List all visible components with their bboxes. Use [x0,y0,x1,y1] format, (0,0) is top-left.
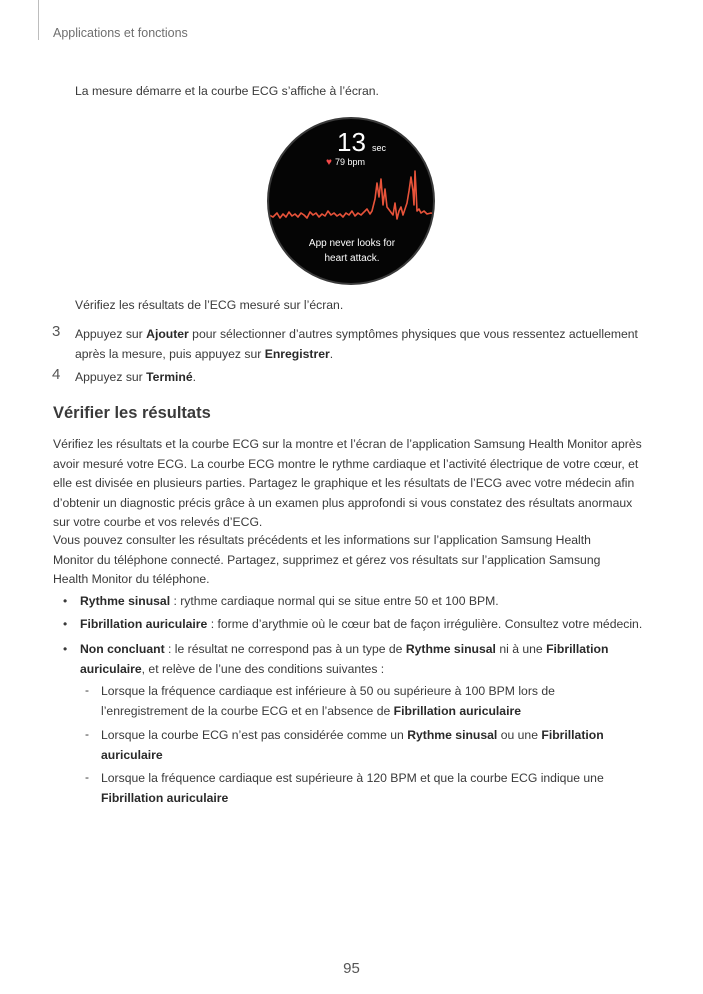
intro-text: La mesure démarre et la courbe ECG s’affiche à l’écran. [75,84,379,98]
subitem-3: Lorsque la fréquence cardiaque est supérieure à 120 BPM et que la courbe ECG indique une Fibrillation auriculaire [101,771,604,805]
disclaimer-line-1: App never looks for [308,238,396,249]
heart-rate-readout [326,157,365,168]
disclaimer-line-2: heart attack. [324,253,380,264]
page-number: 95 [343,960,360,977]
step-3-line-1: Appuyez sur Ajouter pour sélectionner d’autres symptômes physiques que vous ressentez actuellement [75,327,638,341]
step-3-text [75,325,675,364]
section-title: Vérifier les résultats [53,404,211,422]
step-number-4: 4 [52,366,61,383]
dash-marker: - [85,683,89,697]
watch-screen [267,117,435,285]
done-label: Terminé [146,370,193,384]
step-4-text: Appuyez sur Terminé. [75,370,197,384]
section-header: Applications et fonctions [53,26,188,40]
save-label: Enregistrer [264,346,330,361]
bullet-marker: • [63,642,68,656]
heart-icon: ♥ [326,157,332,168]
timer-unit: sec [372,143,387,153]
subitem-2: Lorsque la courbe ECG n’est pas considérée comme un Rythme sinusal ou une Fibrillation auriculaire [101,728,604,762]
timer-value: 13 [337,127,366,157]
dash-marker: - [85,770,89,784]
bullet-sinus-rhythm: Rythme sinusal : rythme cardiaque normal qui se situe entre 50 et 100 BPM. [80,594,499,608]
bullet-atrial-fibrillation: Fibrillation auriculaire : forme d’arythmie où le cœur bat de façon irrégulière. Consultez votre médecin. [80,617,643,631]
bpm-value: 79 bpm [334,157,365,167]
bullet-marker: • [63,594,68,608]
paragraph-2: Vous pouvez consulter les résultats précédents et les informations sur l’application Samsung Health Monitor du téléphone connecté. Partagez, supprimez et gérez vos résultats sur l’application Samsung Health Monitor du téléphone. [53,533,601,586]
ecg-waveform [269,171,435,219]
header-rule [38,0,39,40]
verify-text: Vérifiez les résultats de l’ECG mesuré sur l’écran. [75,298,344,312]
dash-marker: - [85,727,89,741]
step-3-line-2: après la mesure, puis appuyez sur Enregistrer. [75,346,334,361]
add-label: Ajouter [146,327,189,341]
step-number-3: 3 [52,323,61,340]
paragraph-1: Vérifiez les résultats et la courbe ECG sur la montre et l’écran de l’application Samsung Health Monitor après avoir mesuré votre ECG. La courbe ECG montre le rythme cardiaque et l’activité électrique de votre cœur, et elle est divisée en plusieurs parties. Partagez le graphique et les résultats de l’ECG avec votre médecin afin d’obtenir un diagnostic précis grâce à un examen plus approfondi si vous constatez des résultats anormaux sur votre courbe et vos relevés d’ECG. [53,437,642,529]
bullet-inconclusive: Non concluant : le résultat ne correspond pas à un type de Rythme sinusal ni à une Fibrillation auriculaire, et relève de l’une des conditions suivantes : [80,642,609,676]
bullet-marker: • [63,617,68,631]
subitem-1: Lorsque la fréquence cardiaque est inférieure à 50 ou supérieure à 100 BPM lors de l’enregistrement de la courbe ECG et en l’absence de Fibrillation auriculaire [101,684,555,718]
watch-disclaimer [289,236,415,266]
